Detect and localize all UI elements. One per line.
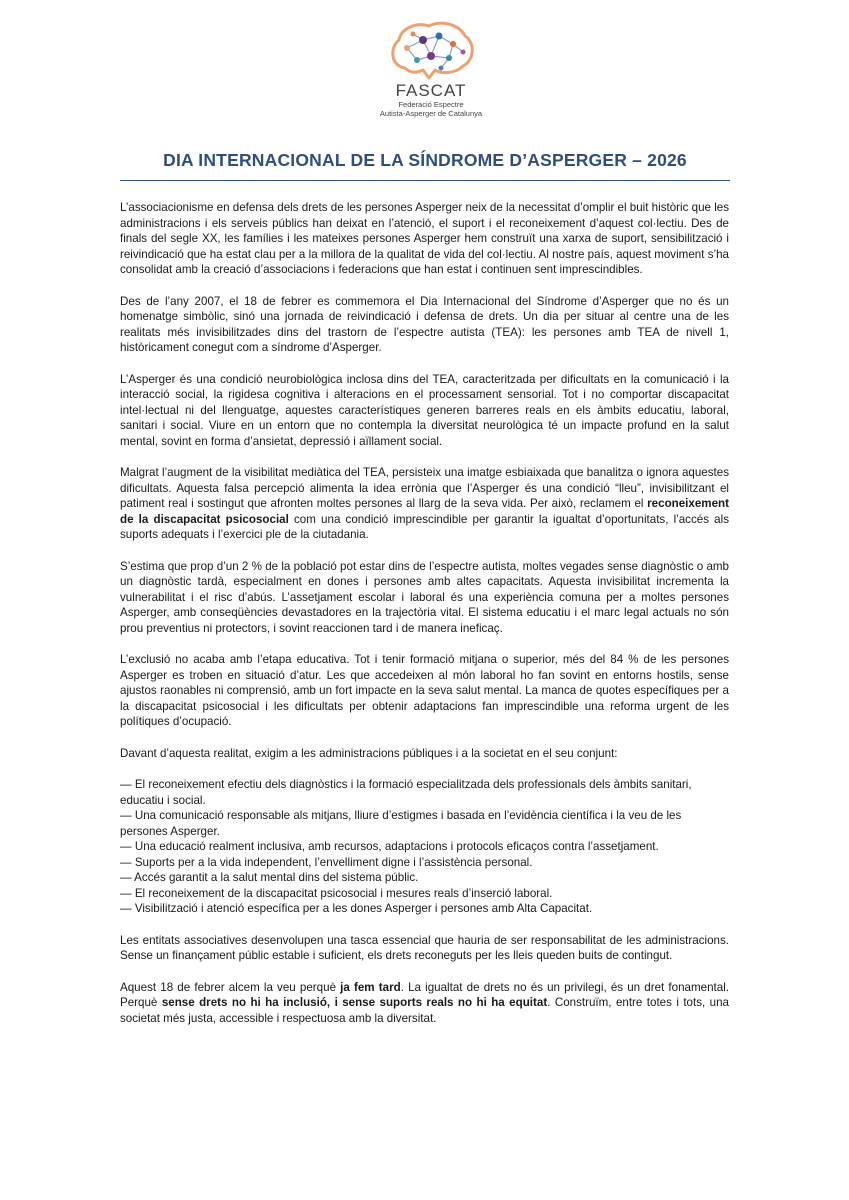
paragraph-4-emphasis: reconeixement de la discapacitat psicosocial <box>120 497 729 526</box>
paragraph-9-emphasis-1: ja fem tard <box>340 980 401 994</box>
paragraph-4-text-c: com una condició imprescindible per garantir la igualtat d’oportunitats, l’accés als suports adequats i l’exercici ple de la ciutadania. <box>120 512 730 541</box>
title-divider <box>120 180 730 181</box>
paragraph-2: Des de l’any 2007, el 18 de febrer es commemora el Dia Internacional del Síndrome d’Asperger que no és un homenatge simbòlic, sinó una jornada de reivindicació i defensa de drets. Un dia per situar al centre una de les realitats més invisibilitzades dins del trastorn de l’espectre autista (TEA): les persones amb TEA de nivell 1, històricament conegut com a síndrome d’Asperger. <box>120 294 729 354</box>
brand-subtitle-line2: Autista-Asperger de Catalunya <box>379 109 483 118</box>
paragraph-7: Davant d’aquesta realitat, exigim a les administracions públiques i a la societat en el seu conjunt: <box>120 746 618 760</box>
brand-subtitle-line1: Federació Espectre <box>398 100 464 109</box>
brand-name: FASCAT <box>395 81 467 100</box>
list-item: — El reconeixement efectiu dels diagnòstics i la formació especialitzada dels professionals dels àmbits sanitari, educatiu i social. <box>120 778 692 807</box>
list-item: — Una comunicació responsable als mitjans, lliure d’estigmes i basada en l’evidència científica i la veu de les persones Asperger. <box>120 809 682 838</box>
list-item: — Suports per a la vida independent, l’envelliment digne i l’assistència personal. <box>120 855 533 869</box>
list-item: — Visibilització i atenció específica per a les dones Asperger i persones amb Alta Capacitat. <box>120 902 593 915</box>
paragraph-9 <box>120 980 729 1027</box>
paragraph-1: L’associacionisme en defensa dels drets de les persones Asperger neix de la necessitat d’omplir el buit històric que les administracions i els serveis públics han deixat en l’atenció, el suport i el reconeixement d’aquest col·lectiu. Des de finals del segle XX, les famílies i les mateixes persones Asperger hem construït una xarxa de suport, sensibilització i reivindicació que ha estat clau per a la millora de la qualitat de vida del col·lectiu. Al nostre país, aquest moviment s’ha consolidat amb la creació d’associacions i federacions que han estat i continuen sent imprescindibles. <box>120 201 730 276</box>
list-item: — Una educació realment inclusiva, amb recursos, adaptacions i protocols eficaços contra l’assetjament. <box>120 840 659 853</box>
fascat-logo <box>376 18 486 118</box>
brain-network-icon <box>383 18 479 82</box>
paragraph-9-text-c: . La igualtat de drets no és un privilegi, és un dret fonamental. Perquè <box>120 980 730 1009</box>
demands-list <box>120 777 729 917</box>
paragraph-4-text-a: Malgrat l’augment de la visibilitat mediàtica del TEA, persisteix una imatge esbiaixada que banalitza o ignora aquestes dificultats. Aquesta falsa percepció alimenta la idea errònia que l’Asperger és una condició “lleu”, invisibilitzant el patiment real i sostingut que afronten moltes persones al llarg de la seva vida. Per això, reclamem el <box>120 466 729 510</box>
paragraph-9-text-a: Aquest 18 de febrer alcem la veu perquè <box>120 980 341 994</box>
paragraph-4 <box>120 465 729 543</box>
document-title: DIA INTERNACIONAL DE LA SÍNDROME D’ASPERGER – 2026 <box>163 150 687 170</box>
paragraph-6: L’exclusió no acaba amb l’etapa educativa. Tot i tenir formació mitjana o superior, més del 84 % de les persones Asperger es troben en situació d’atur. Les que accedeixen al món laboral ho fan sovint en entorns hostils, sense ajustos raonables ni comprensió, amb un fort impacte en la seva salut mental. La manca de quotes específiques per a la discapacitat psicosocial i les dificultats per obtenir adaptacions fan imprescindible una reforma urgent de les polítiques d’ocupació. <box>120 653 729 728</box>
document-body <box>120 200 729 1042</box>
list-item: — Accés garantit a la salut mental dins del sistema públic. <box>120 871 419 884</box>
paragraph-8: Les entitats associatives desenvolupen una tasca essencial que hauria de ser responsabilitat de les administracions. Sense un finançament públic estable i suficient, els drets reconeguts per les lleis queden buits de contingut. <box>120 933 729 962</box>
paragraph-5: S’estima que prop d’un 2 % de la població pot estar dins de l’espectre autista, moltes vegades sense diagnòstic o amb un diagnòstic tardà, especialment en dones i persones amb altes capacitats. Aquesta invisibilitat incrementa la vulnerabilitat i el risc d’abús. L’assetjament escolar i laboral és una experiència comuna per a moltes persones Asperger, amb conseqüències devastadores en la trajectòria vital. El sistema educatiu i el marc legal actuals no són prou preventius ni protectors, i sovint reaccionen tard i de manera ineficaç. <box>120 559 729 635</box>
paragraph-9-text-e: . Construïm, entre totes i tots, una societat més justa, accessible i respectuosa amb la diversitat. <box>120 996 729 1025</box>
paragraph-9-emphasis-2: sense drets no hi ha inclusió, i sense suports reals no hi ha equitat <box>161 996 548 1009</box>
paragraph-3: L’Asperger és una condició neurobiològica inclosa dins del TEA, caracteritzada per dificultats en la comunicació i la interacció social, la rigidesa cognitiva i alteracions en el processament sensorial. Tot i no comportar discapacitat intel·lectual ni del llenguatge, aquestes característiques generen barreres reals en els àmbits educatiu, laboral, sanitari i social. Viure en un entorn que no contempla la diversitat neurològica té un impacte profund en la salut mental, sovint en forma d’ansietat, depressió i aïllament social. <box>120 372 729 448</box>
list-item: — El reconeixement de la discapacitat psicosocial i mesures reals d’inserció laboral. <box>120 886 553 900</box>
